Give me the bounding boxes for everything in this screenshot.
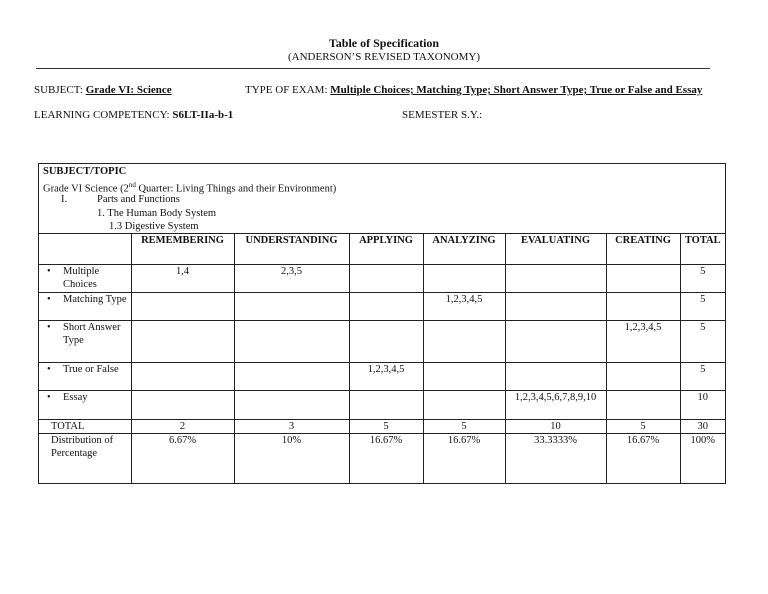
row-label: • Essay <box>39 390 131 419</box>
table-cell <box>505 362 606 390</box>
outline-sub-2: 1.3 Digestive System <box>109 221 199 232</box>
document-title: Table of Specification <box>328 36 440 50</box>
table-cell <box>234 390 349 419</box>
table-cell: 5 <box>680 320 725 362</box>
header-creating: CREATING <box>606 234 680 264</box>
table-cell: 10 <box>505 419 606 433</box>
table-cell: 3 <box>234 419 349 433</box>
table-row <box>39 390 725 419</box>
specification-table <box>38 163 726 484</box>
table-cell: 5 <box>349 419 423 433</box>
distribution-label: Distribution of Percentage <box>39 433 131 483</box>
table-cell <box>423 390 505 419</box>
table-cell <box>423 320 505 362</box>
table-cell: 10 <box>680 390 725 419</box>
table-cell: 5 <box>680 264 725 292</box>
subject-line <box>34 84 172 96</box>
table-cell <box>131 362 234 390</box>
row-label: • Matching Type <box>39 292 131 320</box>
title-divider <box>36 68 710 69</box>
header-understanding: UNDERSTANDING <box>234 234 349 264</box>
table-cell <box>349 264 423 292</box>
document-subtitle: (ANDERSON’S REVISED TAXONOMY) <box>287 51 481 63</box>
table-cell: 5 <box>423 419 505 433</box>
exam-type-value: Multiple Choices; Matching Type; Short Answer Type; True or False and Essay <box>330 84 703 96</box>
table-cell: 2,3,5 <box>234 264 349 292</box>
table-cell <box>349 320 423 362</box>
competency-label: LEARNING COMPETENCY: <box>34 109 170 121</box>
table-cell <box>606 390 680 419</box>
header-blank <box>39 234 131 264</box>
table-cell <box>349 390 423 419</box>
table-cell: 33.3333% <box>505 433 606 483</box>
outline-sub-1: 1. The Human Body System <box>97 208 217 219</box>
table-cell <box>131 292 234 320</box>
topic-heading: SUBJECT/TOPIC <box>43 166 127 177</box>
table-cell <box>234 362 349 390</box>
table-row <box>39 264 725 292</box>
row-label: • Short Answer Type <box>39 320 131 362</box>
table-cell <box>131 390 234 419</box>
table-cell: 1,2,3,4,5 <box>349 362 423 390</box>
table-cell: 1,2,3,4,5 <box>606 320 680 362</box>
table-cell: 100% <box>680 433 725 483</box>
total-label: TOTAL <box>39 419 131 433</box>
semester-label: SEMESTER S.Y.: <box>402 109 483 121</box>
competency-value: S6LT-IIa-b-1 <box>172 109 234 121</box>
total-row <box>39 419 725 433</box>
semester-line <box>402 109 482 121</box>
table-cell: 5 <box>680 292 725 320</box>
table-cell <box>606 362 680 390</box>
table-cell: 16.67% <box>606 433 680 483</box>
table-cell: 1,4 <box>131 264 234 292</box>
header-analyzing: ANALYZING <box>423 234 505 264</box>
table-cell: 1,2,3,4,5,6,7,8,9,10 <box>505 390 606 419</box>
table-cell: 16.67% <box>349 433 423 483</box>
table-cell <box>234 320 349 362</box>
exam-type-line <box>245 84 702 96</box>
table-cell <box>505 320 606 362</box>
table-cell: 16.67% <box>423 433 505 483</box>
exam-type-label: TYPE OF EXAM: <box>245 84 328 96</box>
table-cell <box>606 292 680 320</box>
table-row <box>39 292 725 320</box>
header-evaluating: EVALUATING <box>505 234 606 264</box>
header-applying: APPLYING <box>349 234 423 264</box>
header-total: TOTAL <box>680 234 725 264</box>
table-cell <box>349 292 423 320</box>
table-cell: 6.67% <box>131 433 234 483</box>
subject-label: SUBJECT: <box>34 84 83 96</box>
table-cell <box>423 362 505 390</box>
header-row <box>39 234 725 264</box>
table-cell <box>131 320 234 362</box>
table-cell <box>606 264 680 292</box>
table-cell <box>505 264 606 292</box>
table-cell: 10% <box>234 433 349 483</box>
table-row <box>39 320 725 362</box>
table-cell <box>234 292 349 320</box>
competency-line <box>34 109 233 121</box>
taxonomy-grid <box>39 234 725 483</box>
table-cell: 30 <box>680 419 725 433</box>
table-cell: 5 <box>606 419 680 433</box>
table-cell <box>423 264 505 292</box>
row-label: • Multiple Choices <box>39 264 131 292</box>
header-remembering: REMEMBERING <box>131 234 234 264</box>
outline-number: I. <box>61 194 68 205</box>
course-line: Grade VI Science (2nd Quarter: Living Things and their Environment) <box>43 181 337 195</box>
table-cell <box>505 292 606 320</box>
table-cell: 5 <box>680 362 725 390</box>
row-label: • True or False <box>39 362 131 390</box>
subject-value: Grade VI: Science <box>85 84 172 96</box>
topic-section <box>39 164 725 234</box>
table-cell: 2 <box>131 419 234 433</box>
table-row <box>39 362 725 390</box>
distribution-row <box>39 433 725 483</box>
outline-text: Parts and Functions <box>97 194 180 205</box>
table-cell: 1,2,3,4,5 <box>423 292 505 320</box>
